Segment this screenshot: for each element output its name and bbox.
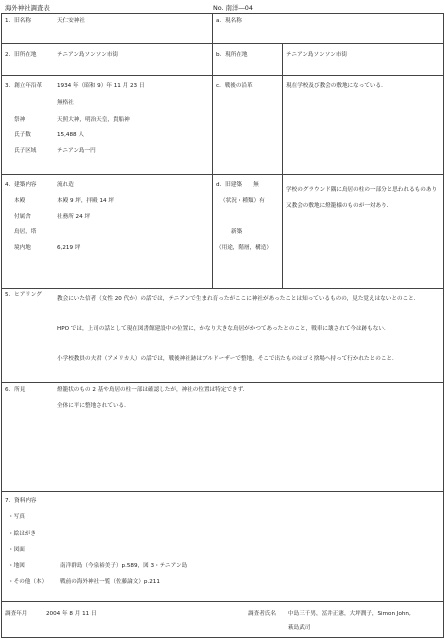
row-divider [1, 75, 444, 76]
new-building-label: 新築 [231, 229, 243, 235]
hearing-paragraph: 小学校教員の夫君（アメリカ人）の話では，戦後神社跡はブルドーザーで整地，そこで出たものはゴミ捨場へ持って行かれたとのこと． [57, 356, 398, 362]
founding-history-label: 3．創立年沿革 [5, 83, 43, 89]
material-other: ・その他（本） [8, 579, 48, 585]
architecture-label: 4．建築内容 [5, 182, 37, 188]
observations-label: 6．所見 [5, 387, 26, 393]
material-map-value: 南洋群島（今泉裕美子）p.589，図 3・テニアン島 [60, 563, 188, 569]
row-divider [1, 382, 444, 383]
founding-date-value: 1934 年（昭和 9）年 11 月 23 日 [57, 83, 145, 89]
table-border-right [443, 13, 444, 637]
material-photo: ・写真 [8, 514, 25, 520]
observation-line: 燈籠状のもの 2 基や鳥居の柱一部は確認したが，神社の位置は特定できず． [57, 387, 249, 393]
row-divider [1, 288, 444, 289]
investigator-names: 中島三千男，冨井正憲，大坪潤子，Simon John, [288, 611, 411, 617]
investigator-names-cont: 萩島武司 [288, 625, 311, 631]
parishioner-count-label: 氏子数 [14, 132, 31, 138]
deity-label: 祭神 [14, 117, 26, 123]
precinct-value: 6,219 坪 [57, 245, 81, 251]
annex-label: 付属舎 [14, 214, 31, 220]
table-border-top [1, 13, 444, 14]
investigator-label: 調査者氏名 [248, 611, 276, 617]
postwar-history-value: 現在学校及び教会の敷地になっている． [286, 83, 387, 89]
table-border-left [1, 13, 2, 637]
hearing-label: 5．ヒアリング [5, 292, 42, 298]
old-location-value: テニアン島ソンソン市街 [57, 52, 119, 58]
footer-line [1, 637, 444, 638]
row-divider [1, 174, 444, 175]
annex-value: 社務所 24 坪 [57, 214, 91, 220]
column-divider [212, 13, 213, 288]
table-border-bottom [1, 601, 444, 602]
survey-date-value: 2004 年 8 月 11 日 [46, 611, 97, 617]
postwar-history-label: c．戦後の沿革 [216, 83, 253, 89]
observation-line: 全体に平に整地されている． [57, 403, 130, 409]
torii-tower-label: 鳥居，塔 [14, 229, 37, 235]
old-name-label: 1．旧名称 [5, 18, 31, 24]
row-divider [1, 491, 444, 492]
hearing-paragraph: 教会にいた信者（女性 20 代か）の話では，テニアンで生まれ育ったがここに神社があったことは知っているものの，見た覚えはないとのこと． [57, 296, 420, 302]
main-hall-label: 本殿 [14, 198, 26, 204]
precinct-label: 境内地 [14, 245, 31, 251]
material-map: ・地図 [8, 563, 25, 569]
old-building-label: d．旧建築 無 [216, 182, 259, 188]
form-title: 海外神社調査表 [5, 4, 50, 12]
old-location-label: 2．旧所在地 [5, 52, 37, 58]
form-number: No. 南洋―04 [213, 4, 253, 12]
shrine-rank-value: 無格社 [57, 100, 74, 106]
material-other-value: 戦前の海外神社一覧（佐藤論文）p.211 [60, 579, 160, 585]
building-remains-value: 学校のグラウンド隅に鳥居の柱の一部分と思われるものあり又教会の敷地に燈籠様のものが一対あり． [286, 187, 438, 209]
material-postcard: ・絵はがき [8, 531, 36, 537]
survey-date-label: 調査年月 [5, 611, 28, 617]
main-hall-value: 本殿 9 坪，拝殿 14 坪 [57, 198, 114, 204]
hearing-paragraph: HPO では，上司の話として現在図書館建設中の位置に，かなり大きな鳥居がかつてあったとのこと，戦車に壊されて今は跡もない． [57, 326, 390, 332]
parishioner-count-value: 15,488 人 [57, 132, 84, 138]
architecture-style-value: 流れ造 [57, 182, 74, 188]
building-status-label: （状況・種類）有 [220, 198, 265, 204]
old-name-value: 天仁安神社 [57, 18, 85, 24]
deity-value: 天照大神，明治天皇，貴船神 [57, 117, 130, 123]
parish-area-label: 氏子区域 [14, 148, 37, 154]
current-name-label: a．現名称 [216, 18, 242, 24]
new-building-detail-label: （用途，階層，構造） [216, 245, 272, 251]
current-location-label: b．現所在地 [216, 52, 248, 58]
material-drawing: ・図面 [8, 547, 25, 553]
current-location-value: テニアン島ソンソン市街 [286, 52, 348, 58]
parish-area-value: テニアン島一円 [57, 148, 96, 154]
materials-label: 7．資料内容 [5, 498, 37, 504]
row-divider [1, 43, 444, 44]
column-divider-inner [282, 43, 283, 288]
